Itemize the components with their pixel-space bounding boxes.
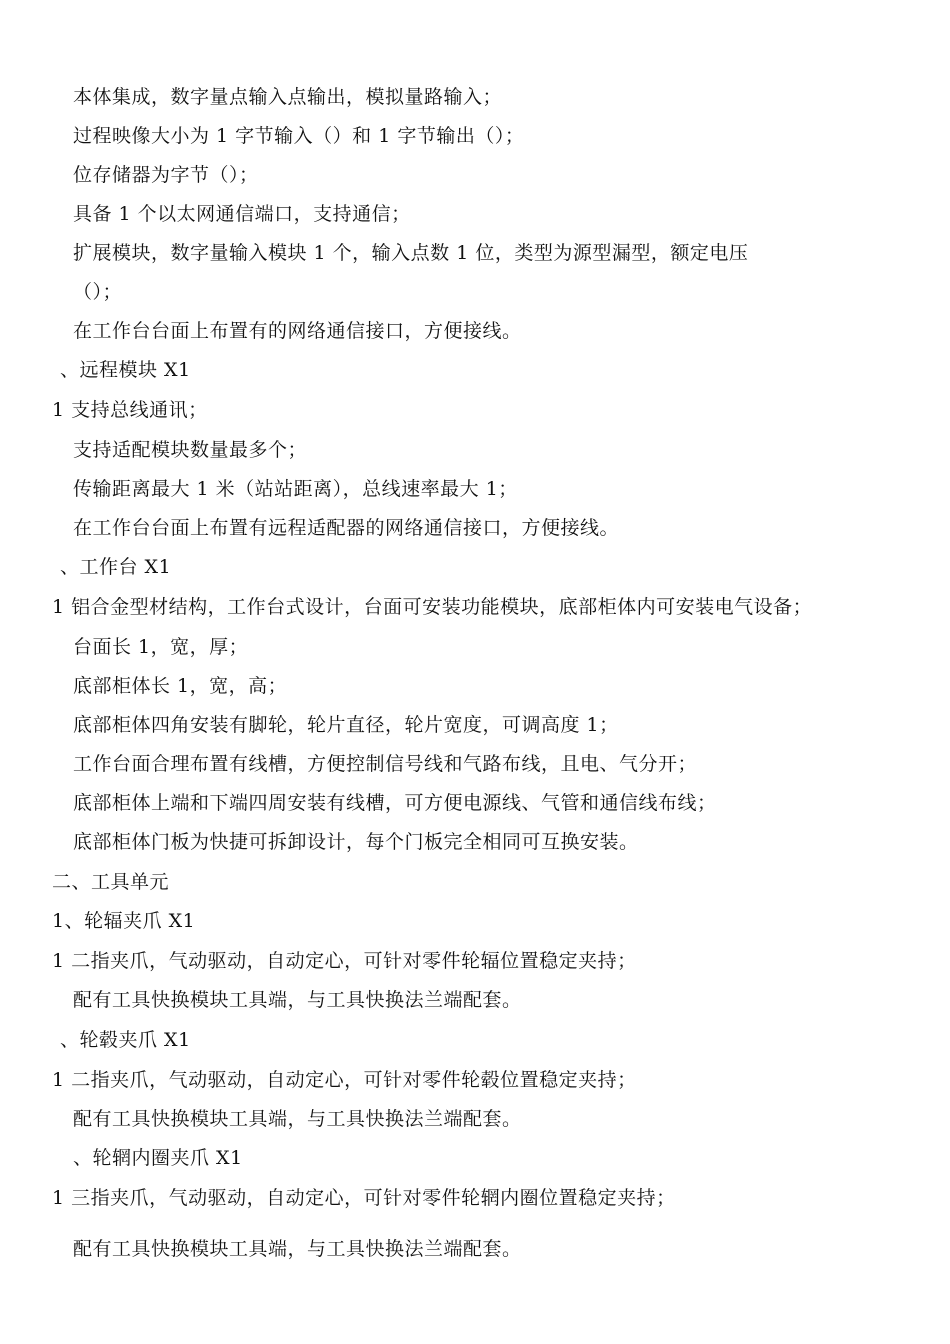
text-line: 本体集成，数字量点输入点输出，模拟量路输入；: [73, 86, 503, 108]
text-line: 传输距离最大 1 米（站站距离），总线速率最大 1；: [73, 478, 518, 500]
text-line: 工作台面合理布置有线槽，方便控制信号线和气路布线，且电、气分开；: [73, 753, 698, 775]
section-heading: 1、轮辐夹爪 X1: [52, 910, 196, 932]
text-line: 1 支持总线通讯；: [52, 399, 208, 421]
text-line: 位存储器为字节（）；: [73, 164, 259, 186]
text-line: 配有工具快换模块工具端，与工具快换法兰端配套。: [73, 1238, 522, 1260]
section-heading: 、轮辋内圈夹爪 X1: [73, 1147, 243, 1169]
section-heading: 、远程模块 X1: [60, 359, 191, 381]
text-line: 在工作台台面上布置有的网络通信接口，方便接线。: [73, 320, 522, 342]
text-line: 配有工具快换模块工具端，与工具快换法兰端配套。: [73, 1108, 522, 1130]
text-line: 过程映像大小为 1 字节输入（）和 1 字节输出（）；: [73, 125, 525, 147]
text-line: 1 三指夹爪，气动驱动，自动定心，可针对零件轮辋内圈位置稳定夹持；: [52, 1187, 676, 1209]
text-line: 在工作台台面上布置有远程适配器的网络通信接口，方便接线。: [73, 517, 620, 539]
text-line: 具备 1 个以太网通信端口，支持通信；: [73, 203, 411, 225]
text-line: 支持适配模块数量最多个；: [73, 439, 308, 461]
text-line: （）；: [73, 281, 123, 303]
text-line: 1 二指夹爪，气动驱动，自动定心，可针对零件轮毂位置稳定夹持；: [52, 1069, 637, 1091]
text-line: 配有工具快换模块工具端，与工具快换法兰端配套。: [73, 989, 522, 1011]
section-heading: 、工作台 X1: [60, 556, 172, 578]
text-line: 底部柜体长 1，宽，高；: [73, 675, 288, 697]
text-line: 1 铝合金型材结构，工作台式设计，台面可安装功能模块，底部柜体内可安装电气设备；: [52, 596, 813, 618]
text-line: 底部柜体上端和下端四周安装有线槽，可方便电源线、气管和通信线布线；: [73, 792, 717, 814]
section-heading: 、轮毂夹爪 X1: [60, 1029, 191, 1051]
text-line: 扩展模块，数字量输入模块 1 个，输入点数 1 位，类型为源型漏型，额定电压: [73, 242, 749, 264]
text-line: 台面长 1，宽，厚；: [73, 636, 249, 658]
section-heading: 二、工具单元: [52, 871, 170, 893]
text-line: 1 二指夹爪，气动驱动，自动定心，可针对零件轮辐位置稳定夹持；: [52, 950, 637, 972]
text-line: 底部柜体门板为快捷可拆卸设计，每个门板完全相同可互换安装。: [73, 831, 639, 853]
text-line: 底部柜体四角安装有脚轮，轮片直径，轮片宽度，可调高度 1；: [73, 714, 619, 736]
